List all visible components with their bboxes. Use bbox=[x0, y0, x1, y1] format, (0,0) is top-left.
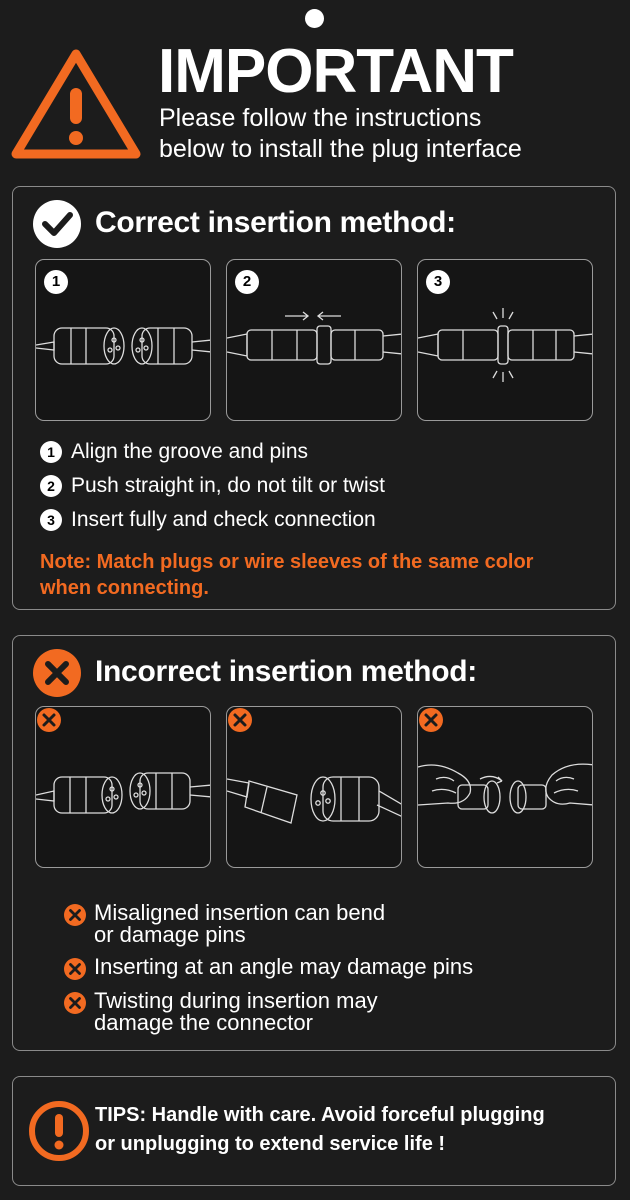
correct-method-title: Correct insertion method: bbox=[95, 206, 456, 239]
step-number: 1 bbox=[40, 441, 62, 463]
step-number-badge: 2 bbox=[235, 270, 259, 294]
x-circle-icon bbox=[418, 707, 444, 733]
x-circle-icon bbox=[36, 707, 62, 733]
tips-line-1: TIPS: Handle with care. Avoid forceful plugging bbox=[95, 1104, 545, 1126]
warning-triangle-icon bbox=[10, 48, 142, 160]
correct-step-2-image bbox=[226, 259, 402, 421]
correct-method-panel bbox=[12, 186, 616, 610]
error-item-angle bbox=[63, 956, 473, 981]
x-circle-icon bbox=[63, 903, 87, 927]
step-text: Insert fully and check connection bbox=[71, 508, 376, 531]
color-match-note bbox=[40, 549, 600, 601]
x-circle-icon bbox=[63, 991, 87, 1015]
correct-step-1-image bbox=[35, 259, 211, 421]
tips-text bbox=[95, 1101, 605, 1159]
error-text-line-2: or damage pins bbox=[94, 922, 246, 947]
incorrect-twist-image bbox=[417, 706, 593, 868]
correct-step-3-image bbox=[417, 259, 593, 421]
twisting-hands-illustration bbox=[418, 707, 593, 868]
step-text: Push straight in, do not tilt or twist bbox=[71, 474, 385, 497]
error-text-line-1: Inserting at an angle may damage pins bbox=[94, 954, 474, 979]
incorrect-misaligned-image bbox=[35, 706, 211, 868]
error-item-twist bbox=[63, 990, 378, 1034]
error-text-line-1: Misaligned insertion can bend bbox=[94, 900, 386, 925]
step-number: 3 bbox=[40, 509, 62, 531]
subtitle-line-1: Please follow the instructions bbox=[159, 104, 482, 132]
step-text: Align the groove and pins bbox=[71, 440, 308, 463]
correct-step-2 bbox=[40, 474, 385, 498]
note-line-1: Note: Match plugs or wire sleeves of the same color bbox=[40, 551, 534, 573]
step-number: 2 bbox=[40, 475, 62, 497]
incorrect-angle-image bbox=[226, 706, 402, 868]
note-line-2: when connecting. bbox=[40, 577, 209, 599]
incorrect-method-title: Incorrect insertion method: bbox=[95, 655, 477, 688]
angled-insertion-illustration bbox=[227, 707, 402, 868]
tips-panel bbox=[12, 1076, 616, 1186]
error-item-misaligned bbox=[63, 902, 385, 946]
x-circle-icon bbox=[227, 707, 253, 733]
error-text-line-1: Twisting during insertion may bbox=[94, 988, 378, 1013]
page-subtitle bbox=[159, 103, 619, 165]
exclamation-circle-icon bbox=[27, 1099, 91, 1163]
step-number-badge: 3 bbox=[426, 270, 450, 294]
hang-hole bbox=[305, 9, 324, 28]
check-circle-icon bbox=[32, 199, 82, 249]
correct-step-1 bbox=[40, 440, 308, 464]
step-number-badge: 1 bbox=[44, 270, 68, 294]
error-text-line-2: damage the connector bbox=[94, 1010, 313, 1035]
subtitle-line-2: below to install the plug interface bbox=[159, 135, 522, 163]
x-circle-icon bbox=[32, 648, 82, 698]
correct-step-3 bbox=[40, 508, 376, 532]
x-circle-icon bbox=[63, 957, 87, 981]
misaligned-connectors-illustration bbox=[36, 707, 211, 868]
incorrect-method-panel bbox=[12, 635, 616, 1051]
page-title: IMPORTANT bbox=[158, 37, 513, 106]
tips-line-2: or unplugging to extend service life ! bbox=[95, 1133, 446, 1155]
